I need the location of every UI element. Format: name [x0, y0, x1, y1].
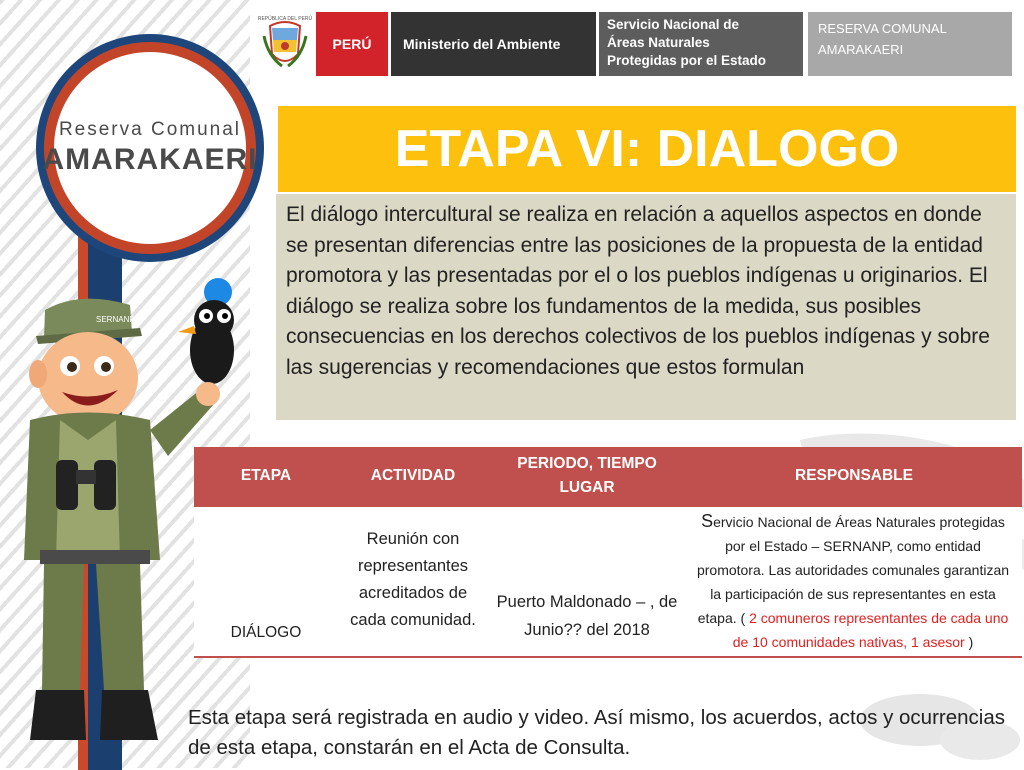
responsable-text: ervicio Nacional de Áreas Naturales protegidas por el Estado – SERNANP, como entidad promotora. Las autoridades comunales garantizan la participación de sus representantes en esta etapa. ( — [696, 514, 1010, 626]
description-box — [276, 194, 1016, 420]
header-reserva — [808, 12, 1012, 76]
responsable-end: ) — [964, 634, 974, 650]
mascot-cap-label: SERNANP — [96, 315, 135, 324]
sernanp-line: Servicio Nacional de — [607, 17, 740, 32]
table-row — [194, 506, 1022, 657]
page-title: ETAPA VI: DIALOGO — [394, 120, 900, 178]
responsable-highlight: 2 comuneros representantes de cada uno de 10 comunidades nativas, 1 asesor — [732, 610, 1009, 650]
cell-etapa: DIÁLOGO — [194, 506, 338, 657]
sernanp-line: Áreas Naturales — [607, 35, 710, 50]
header-peru: PERÚ — [316, 12, 388, 76]
col-header-responsable: RESPONSABLE — [686, 447, 1022, 506]
cell-responsable — [686, 506, 1022, 657]
reserva-line: AMARAKAERI — [818, 42, 904, 57]
cell-periodo: Puerto Maldonado – , de Junio?? del 2018 — [488, 506, 686, 657]
header-ministerio: Ministerio del Ambiente — [391, 12, 596, 76]
reserva-logo — [44, 42, 256, 254]
description-text: El diálogo intercultural se realiza en relación a aquellos aspectos en donde se presentan diferencias entre las posiciones de la propuesta de la entidad promotora y las presentadas por el o los pueblos indígenas u originarios. El diálogo se realiza sobre los fundamentos de la medida, sus posibles consecuencias en los derechos colectivos de los pueblos indígenas y sobre las sugerencias y recomendaciones que estos formulan — [286, 203, 990, 379]
title-banner — [278, 106, 1016, 192]
header-sernanp — [599, 12, 803, 76]
cell-actividad: Reunión con representantes acreditados de cada comunidad. — [338, 506, 488, 657]
col-header-etapa: ETAPA — [194, 447, 338, 506]
table-header-row — [194, 447, 1022, 506]
sernanp-line: Protegidas por el Estado — [607, 53, 767, 68]
col-header-periodo: PERIODO, TIEMPO LUGAR — [488, 447, 686, 506]
crest-caption: REPÚBLICA DEL PERÚ — [257, 16, 313, 22]
footer-note: Esta etapa será registrada en audio y video. Así mismo, los acuerdos, actos y ocurrencias de esta etapa, constarán en el Acta de Consulta. — [188, 706, 1005, 759]
logo-main-text: AMARAKAERI — [42, 143, 258, 176]
activity-table — [194, 447, 1022, 658]
responsable-initial: S — [701, 511, 714, 531]
col-header-actividad: ACTIVIDAD — [338, 447, 488, 506]
peru-crest-icon — [262, 16, 308, 72]
reserva-line: RESERVA COMUNAL — [818, 21, 947, 36]
logo-top-text: Reserva Comunal — [58, 119, 242, 140]
